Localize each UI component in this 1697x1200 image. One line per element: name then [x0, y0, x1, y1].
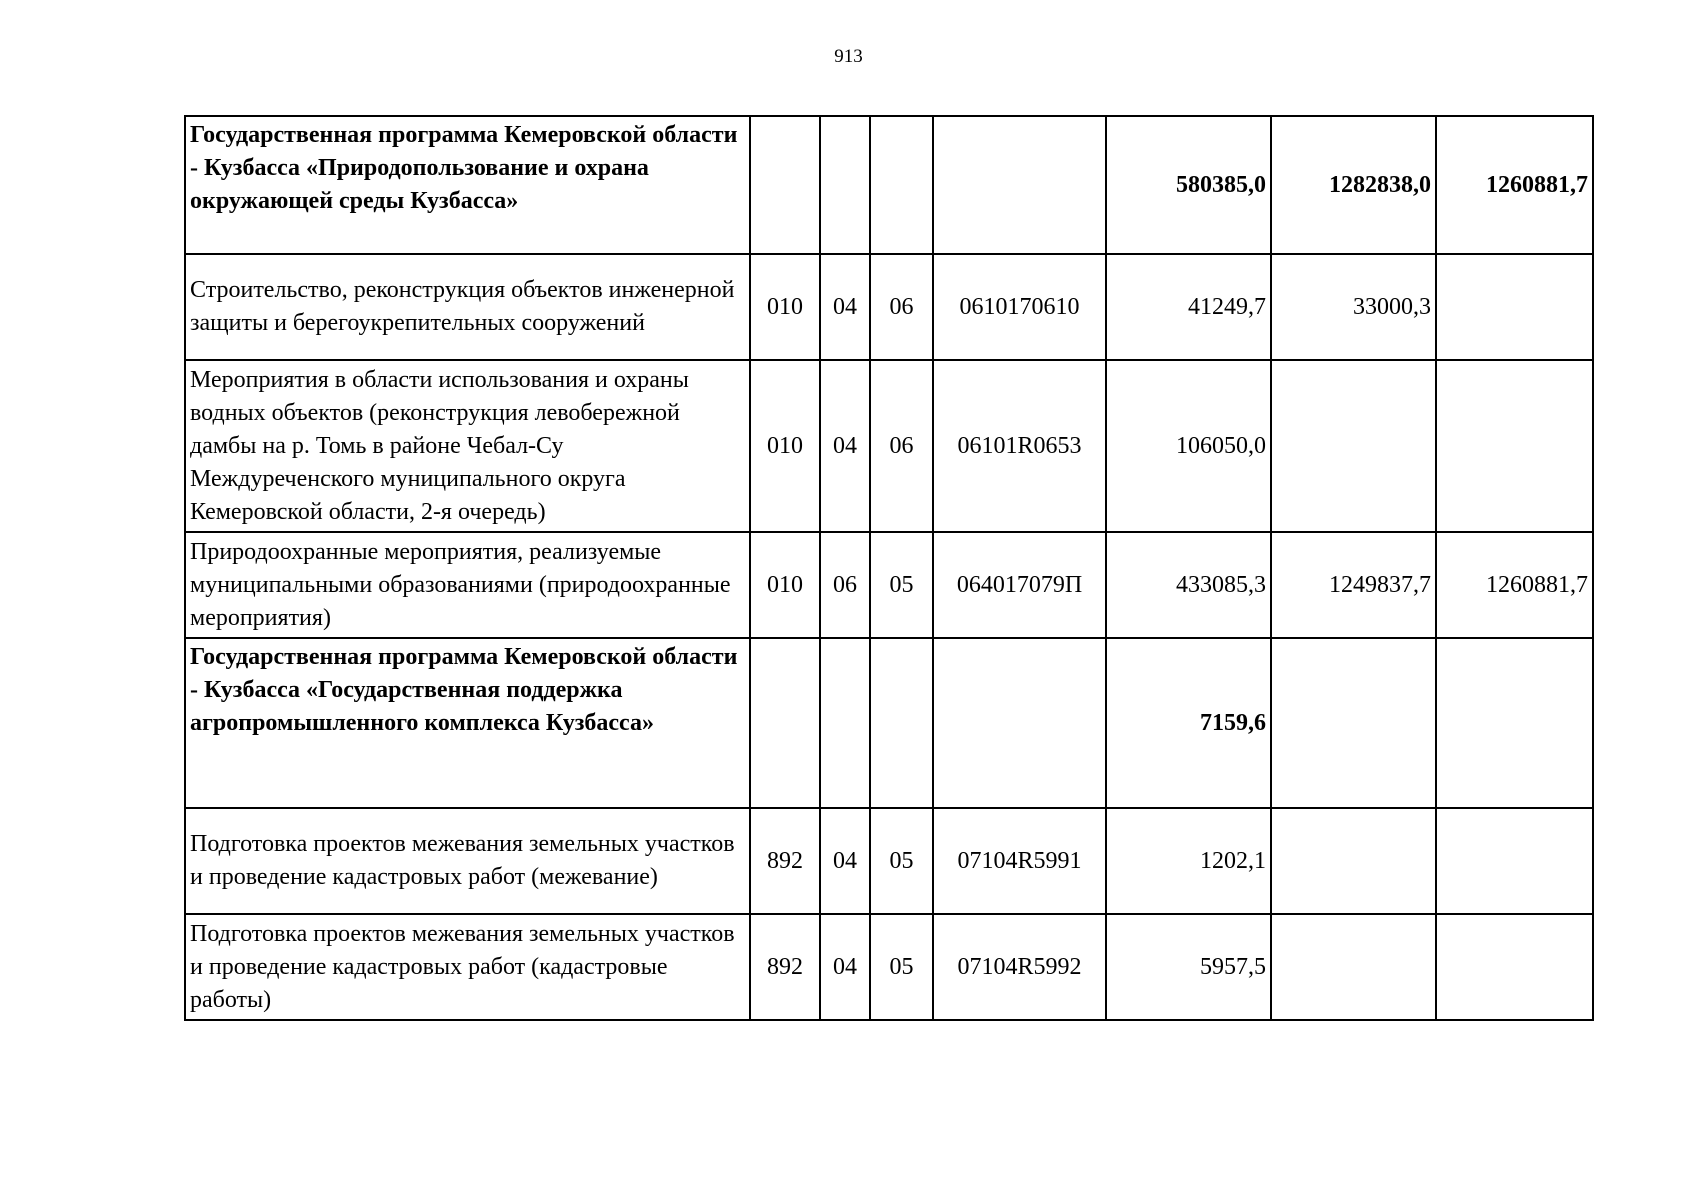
row-code-4: 064017079П: [933, 532, 1106, 638]
row-code-2: 04: [820, 808, 870, 914]
row-code-1: 010: [750, 360, 820, 532]
row-sum-3: [1436, 360, 1593, 532]
budget-table: [184, 115, 1594, 1021]
row-code-3: [870, 638, 933, 808]
row-code-4: [933, 116, 1106, 254]
row-code-3: 06: [870, 254, 933, 360]
row-sum-1: 41249,7: [1106, 254, 1271, 360]
row-code-3: [870, 116, 933, 254]
row-code-1: 892: [750, 914, 820, 1020]
row-name: Подготовка проектов межевания земельных участков и проведение кадастровых работ (межевание): [185, 808, 750, 914]
row-sum-3: [1436, 254, 1593, 360]
row-code-4: [933, 638, 1106, 808]
table-row: [185, 360, 1593, 532]
row-sum-2: [1271, 914, 1436, 1020]
table-row: [185, 532, 1593, 638]
row-code-4: 06101R0653: [933, 360, 1106, 532]
row-code-3: 05: [870, 532, 933, 638]
row-name: Строительство, реконструкция объектов инженерной защиты и берегоукрепительных сооружений: [185, 254, 750, 360]
row-code-2: 04: [820, 254, 870, 360]
row-code-1: [750, 638, 820, 808]
row-sum-1: 580385,0: [1106, 116, 1271, 254]
row-code-1: 010: [750, 254, 820, 360]
table-row: [185, 638, 1593, 808]
row-sum-2: [1271, 808, 1436, 914]
row-code-2: 06: [820, 532, 870, 638]
row-sum-2: 33000,3: [1271, 254, 1436, 360]
table-row: [185, 116, 1593, 254]
row-sum-2: 1249837,7: [1271, 532, 1436, 638]
row-code-4: 07104R5991: [933, 808, 1106, 914]
row-code-3: 06: [870, 360, 933, 532]
row-code-2: 04: [820, 360, 870, 532]
row-name: Подготовка проектов межевания земельных участков и проведение кадастровых работ (кадастровые работы): [185, 914, 750, 1020]
row-name: Мероприятия в области использования и охраны водных объектов (реконструкция левобережной дамбы на р. Томь в районе Чебал-Су Междуреченского муниципального округа Кемеровской области, 2-я очередь): [185, 360, 750, 532]
row-name: Государственная программа Кемеровской области - Кузбасса «Государственная поддержка агропромышленного комплекса Кузбасса»: [185, 638, 750, 808]
table-row: [185, 254, 1593, 360]
row-sum-3: [1436, 808, 1593, 914]
table-row: [185, 808, 1593, 914]
page-number: 913: [834, 46, 863, 67]
row-name: Природоохранные мероприятия, реализуемые муниципальными образованиями (природоохранные мероприятия): [185, 532, 750, 638]
row-code-2: [820, 638, 870, 808]
row-sum-1: 5957,5: [1106, 914, 1271, 1020]
row-sum-3: [1436, 914, 1593, 1020]
row-sum-3: 1260881,7: [1436, 532, 1593, 638]
row-code-3: 05: [870, 914, 933, 1020]
row-code-1: 010: [750, 532, 820, 638]
table-row: [185, 914, 1593, 1020]
row-code-1: [750, 116, 820, 254]
row-sum-1: 1202,1: [1106, 808, 1271, 914]
row-code-4: 07104R5992: [933, 914, 1106, 1020]
row-sum-1: 106050,0: [1106, 360, 1271, 532]
row-code-2: [820, 116, 870, 254]
row-code-4: 0610170610: [933, 254, 1106, 360]
row-code-3: 05: [870, 808, 933, 914]
row-sum-3: 1260881,7: [1436, 116, 1593, 254]
row-code-2: 04: [820, 914, 870, 1020]
row-code-1: 892: [750, 808, 820, 914]
row-sum-2: [1271, 360, 1436, 532]
row-sum-1: 7159,6: [1106, 638, 1271, 808]
row-name: Государственная программа Кемеровской области - Кузбасса «Природопользование и охрана окружающей среды Кузбасса»: [185, 116, 750, 254]
row-sum-2: 1282838,0: [1271, 116, 1436, 254]
row-sum-1: 433085,3: [1106, 532, 1271, 638]
row-sum-2: [1271, 638, 1436, 808]
row-sum-3: [1436, 638, 1593, 808]
